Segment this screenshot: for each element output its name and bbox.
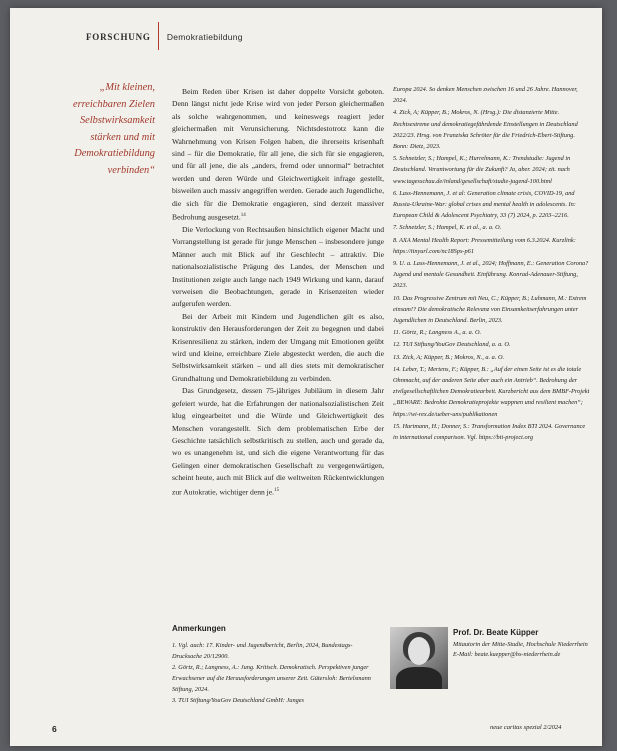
body-paragraph: Das Grundgesetz, dessen 75-jähriges Jubiläum in diesem Jahr gefeiert wurde, hat die Erfahrungen der nationalsozialistischen Zeit klug eingearbeitet und die Würde und Gleichwertigkeit des Menschen vorangestellt. Sich dem problematischen Erbe der Geschichte tatsächlich selbstkritisch zu stellen, auch und gerade da, wo es unangenehm ist, und sich die eigene Verantwortung für das Gelingen einer demokratischen Gesellschaft zu vergegenwärtigen, scheint heute, auch mit Blick auf die weltweiten Rückentwicklungen zur Autokratie, wichtiger denn je. (172, 386, 384, 497)
footnote: 14. Leber, T.; Mertens, F.; Küpper, B.: „Auf der einen Seite ist es die totale Ohnmacht, auf der anderen Seite aber auch ein Antrieb“. Bedrohung der zivilgesellschaftlichen Demokratiearbeit. Kurzbericht aus dem BMBF-Projekt „BEWARE: Bedrohte Demokratieprojekte wappnen und resilient machen“; https://wi-rex.de/ueber-uns/publikationen (393, 365, 590, 418)
author-role: Mitautorin der Mitte-Studie, Hochschule Niederrhein (453, 641, 588, 648)
notes-list (172, 640, 382, 706)
footnote: 11. Görtz, R.; Langness A., a. a. O. (393, 329, 482, 337)
footnote-ref: 14 (240, 213, 246, 219)
subsection-label: Demokratiebildung (166, 32, 243, 42)
footnote: 3. TUI Stiftung/YouGov Deutschland GmbH: Junges (172, 697, 304, 704)
footnote: 8. AXA Mental Health Report: Pressemitteilung vom 6.3.2024. Kurzlink: https://tinyurl.com/nc18Sps-p61 (393, 236, 576, 255)
footnote: 4. Zick, A; Küpper, B.; Mokros, N. (Hrsg.): Die distanzierte Mitte. Rechtsextreme und demokratiegefährdende Einstellungen in Deutschland 2022/23. Hrsg. von Franziska Schröter für die Friedrich-Ebert-Stiftung. Bonn: Dietz, 2023. (393, 109, 578, 151)
author-email: E-Mail: beate.kuepper@hs-niederrhein.de (453, 651, 561, 658)
author-photo (390, 627, 448, 689)
footnote: Europa 2024. So denken Menschen zwischen 16 und 26 Jahre. Hannover, 2024. (393, 86, 578, 105)
body-paragraph: Die Verlockung von Rechtsaußen hinsichtlich eigener Macht und Vorrangstellung ist gerade für junge Menschen – insbesondere junge Männer auch mit Blick auf ihr Geschlecht – attraktiv. Die nationalsozialistische Prägung des Landes, der Menschen und Institutionen zeigte auch lange nach 1949 Wirkung und kann, darauf verweisen die Beobachtungen, gerade in Krisenzeiten wieder aufgerufen werden. (172, 225, 384, 309)
footnote: 2. Görtz, R.; Langness, A.: Jung. Kritisch. Demokratisch. Perspektiven junger Erwachsener auf die Herausforderungen unserer Zeit. Gütersloh: Bertelsmann Stiftung, 2024. (172, 664, 371, 693)
footnote: 13. Zick, A; Küpper, B.; Mokros, N., a. a. O. (393, 353, 505, 361)
footnote: 7. Schnetzler, S.; Hampel, K. et al., a. a. O. (393, 224, 502, 232)
section-label: FORSCHUNG (86, 32, 151, 42)
notes-heading: Anmerkungen (172, 624, 226, 633)
page-header (86, 22, 243, 50)
footnote: 1. Vgl. auch: 17. Kinder- und Jugendbericht, Berlin, 2024, Bundestags-Drucksache 20/12900. (172, 642, 353, 660)
footnote: 15. Hartmann, H.; Donner, S.: Transformation Index BTI 2024. Governance in international comparison. Vgl. https://bti-project.org (393, 422, 586, 442)
body-paragraph: Beim Reden über Krisen ist daher doppelte Vorsicht geboten. Denn längst nicht jede Krise wird von jeder Person gleichermaßen als solche wahrgenommen, und keineswegs reagiert jeder gleichermaßen mit Verunsicherung. Nichtsdestotrotz kann die Wahrnehmung von Krisen Folgen haben, die ihrerseits krisenhaft sind – für die Demokratie, für all jene, die sich für sie engagieren, und für all jene, die als „anders, fremd oder unnormal“ betrachtet werden und deren Würde und Gleichwertigkeit infrage gestellt, bisweilen auch massiv angegriffen werden. Gerade auch Jugendliche, die sich für die Demokratie engagieren, sind derzeit massiver Bedrohung ausgesetzt. (172, 87, 384, 222)
pull-quote: „Mit kleinen, erreichbaren Zielen Selbstwirksamkeit stärken und mit Demokratiebildung verbinden“ (72, 82, 155, 176)
footnote: 9. U. a. Lass-Hennemann, J. et al., 2024; Hoffmann, E.: Generation Corona? Jugend und mentale Gesundheit. Einführung. Konrad-Adenauer-Stiftung, 2023. (393, 260, 589, 290)
footnotes-column (393, 84, 591, 444)
footnote: 10. Das Progressive Zentrum mit Neu, C.; Küpper, B.; Luhmann, M.: Extrem einsam!? Die demokratische Relevanz von Einsamkeitserfahrungen unter Jugendlichen in Deutschland. Berlin, 2023. (393, 294, 587, 325)
author-name: Prof. Dr. Beate Küpper (453, 628, 539, 637)
footnote: 5. Schnetzler, S.; Hampel, K.; Hurrelmann, K.: Trendstudie: Jugend in Deutschland. Verantwortung für die Zukunft? Ja, aber. 2024; zit. nach www.tagesschau.de/inland/gesellschaft/studie-jugend-100.html (393, 155, 571, 185)
body-paragraph: Bei der Arbeit mit Kindern und Jugendlichen gilt es also, konstruktiv den Herausforderungen der Zeit zu begegnen und dabei Krisenresilienz zu stärken, indem der Umgang mit Emotionen geübt wird und kleine, erreichbare Ziele abgesteckt werden, die auch die Selbstwirksamkeit stärken – und all dies stets mit demokratischer Grundhaltung und Demokratiebildung zu verbinden. (172, 311, 384, 383)
magazine-name: neue caritas spezial 2/2024 (490, 724, 562, 731)
author-info (453, 628, 593, 660)
page-number: 6 (52, 724, 57, 734)
footnote: 6. Lass-Hennemann, J. et al: Generation climate crisis, COVID-19, and Russia-Ukraine-War: global crises and mental health in adolescents. In: European Child & Adolescent Psychiatry, 33 (7) 2024, p. 2203–2216. (393, 189, 576, 220)
magazine-page (10, 8, 602, 746)
header-divider (158, 22, 159, 50)
footnote-ref: 15 (274, 487, 280, 493)
body-text (172, 86, 384, 498)
footnote: 12. TUI Stiftung/YouGov Deutschland, a. a. O. (393, 341, 511, 349)
